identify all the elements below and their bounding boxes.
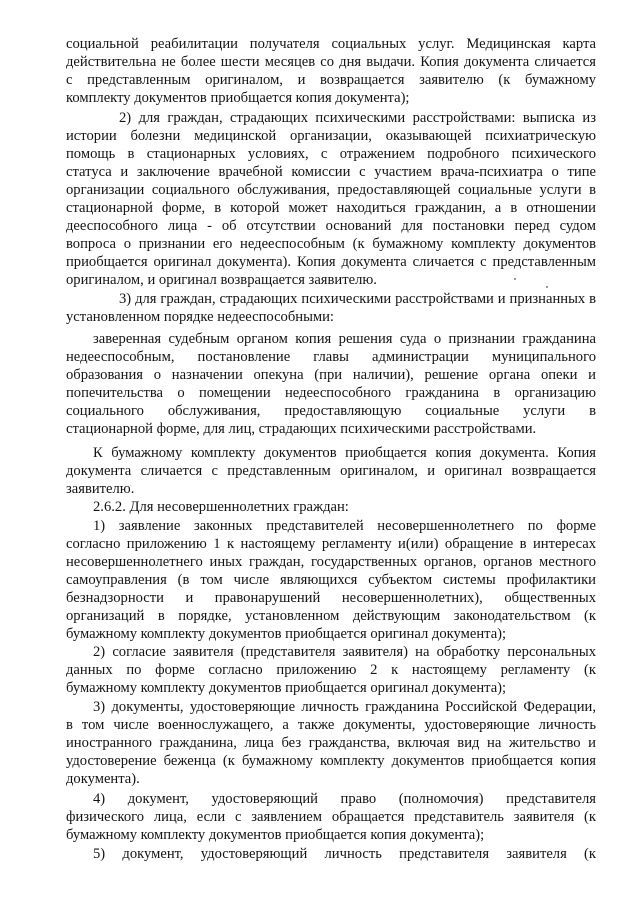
text-line: стационарной форме, в которой может находиться гражданин, а в отношении	[66, 200, 596, 216]
text-line: физического лица, если с заявлением обращается представитель заявителя (к	[66, 809, 596, 825]
section-heading: 2.6.2. Для несовершеннолетних граждан:	[93, 499, 349, 515]
text-line: 4) документ, удостоверяющий право (полномочия) представителя	[93, 791, 596, 807]
text-line: с представленным оригиналом, и возвращается заявителю (к бумажному	[66, 72, 596, 88]
text-line: бумажному комплекту документов приобщается копия документа);	[66, 827, 485, 843]
text-line: истории болезни медицинской организации, оказывающей психиатрическую	[66, 128, 596, 144]
text-line: комплекту документов приобщается копия документа);	[66, 90, 410, 106]
text-line: установленном порядке недееспособными:	[66, 309, 334, 325]
text-line: попечительства о помещении недееспособного гражданина в организацию	[66, 385, 596, 401]
text-line: 5) документ, удостоверяющий личность представителя заявителя (к	[93, 846, 596, 862]
text-line: социальной реабилитации получателя социальных услуг. Медицинская карта	[66, 36, 596, 52]
text-line: 2) согласие заявителя (представителя заявителя) на обработку персональных	[93, 644, 596, 660]
text-line: К бумажному комплекту документов приобщается копия документа. Копия	[93, 445, 596, 461]
scan-speck	[514, 278, 516, 280]
text-line: организации социального обслуживания, предоставляющей социальные услуги в	[66, 182, 596, 198]
text-line: вопроса о признании его недееспособным (к бумажному комплекту документов	[66, 236, 596, 252]
text-line: удостоверение беженца (к бумажному комплекту документов приобщается копия	[66, 753, 596, 769]
text-line: организаций в порядке, установленном действующим законодательством (к	[66, 608, 596, 624]
text-line: социального обслуживания, предоставляющую социальные услуги в	[66, 403, 596, 419]
text-line: заверенная судебным органом копия решения суда о признании гражданина	[93, 331, 596, 347]
text-line: 3) для граждан, страдающих психическими расстройствами и признанных в	[119, 291, 596, 307]
text-line: стационарной форме, для лиц, страдающих психическими расстройствами.	[66, 421, 537, 437]
text-line: действительна не более шести месяцев со дня выдачи. Копия документа сличается	[66, 54, 596, 70]
text-line: дееспособного лица - об отсутствии оснований для постановки перед судом	[66, 218, 596, 234]
text-line: бумажному комплекту документов приобщается оригинал документа);	[66, 626, 507, 642]
text-line: оригиналом, и оригинал возвращается заявителю.	[66, 272, 377, 288]
text-line: несовершеннолетнего иных граждан, государственных органов, органов местного	[66, 554, 596, 570]
text-line: иностранного гражданина, лица без гражданства, включая вид на жительство и	[66, 735, 596, 751]
text-line: недееспособным, постановление главы администрации муниципального	[66, 349, 596, 365]
text-line: 2) для граждан, страдающих психическими расстройствами: выписка из	[119, 110, 596, 126]
text-line: статуса и заключение врачебной комиссии с участием врача-психиатра о типе	[66, 164, 596, 180]
text-line: приобщается оригинал документа). Копия документа сличается с представленным	[66, 254, 596, 270]
text-line: бумажному комплекту документов приобщается оригинал документа);	[66, 680, 507, 696]
text-line: документа).	[66, 771, 140, 787]
text-line: 1) заявление законных представителей несовершеннолетнего по форме	[93, 518, 596, 534]
text-line: помощь в стационарных условиях, с отражением подробного психического	[66, 146, 596, 162]
text-line: безнадзорности и правонарушений несовершеннолетних), общественных	[66, 590, 596, 606]
text-line: данных по форме согласно приложению 2 к настоящему регламенту (к	[66, 662, 596, 678]
text-line: самоуправления (в том числе являющихся субъектом системы профилактики	[66, 572, 596, 588]
text-line: в том числе военнослужащего, а также документы, удостоверяющие личность	[66, 717, 596, 733]
scan-speck	[546, 286, 548, 288]
text-line: согласно приложению 1 к настоящему регламенту и(или) обращение в интересах	[66, 536, 596, 552]
text-line: 3) документы, удостоверяющие личность гражданина Российской Федерации,	[93, 699, 596, 715]
text-line: заявителю.	[66, 481, 135, 497]
text-line: документа сличается с представленным оригиналом, и оригинал возвращается	[66, 463, 596, 479]
text-line: образования о назначении опекуна (при наличии), решение органа опеки и	[66, 367, 596, 383]
